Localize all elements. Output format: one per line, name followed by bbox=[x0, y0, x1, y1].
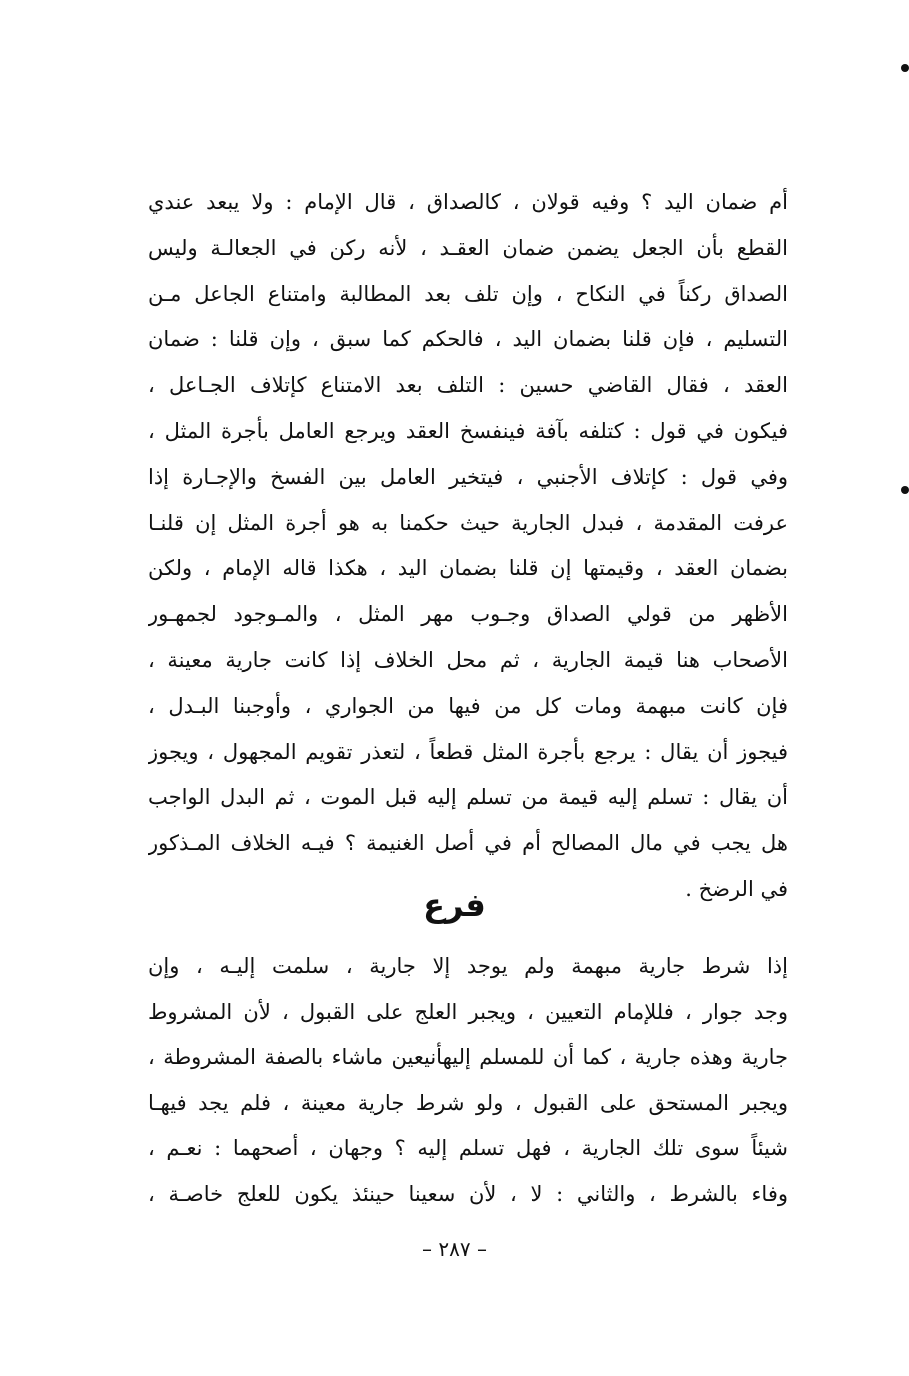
text-line: العقد ، فقال القاضي حسين : التلف بعد الامتناع كإتلاف الجـاعل ، bbox=[148, 373, 788, 398]
text-line: بضمان العقد ، وقيمتها إن قلنا بضمان اليد ، هكذا قاله الإمام ، ولكن bbox=[148, 556, 788, 581]
text-line: عرفت المقدمة ، فبدل الجارية حيث حكمنا به هو أجرة المثل إن قلنـا bbox=[148, 510, 788, 535]
text-line: وفي قول : كإتلاف الأجنبي ، فيتخير العامل بين الفسخ والإجـارة إذا bbox=[148, 464, 788, 489]
text-line: فإن كانت مبهمة ومات كل من فيها من الجواري ، وأوجبنا البـدل ، bbox=[148, 693, 788, 718]
page-number: – ٢٨٧ – bbox=[422, 1237, 487, 1261]
body-text-bottom bbox=[148, 944, 788, 1217]
text-line: أم ضمان اليد ؟ وفيه قولان ، كالصداق ، قال الإمام : ولا يبعد عندي bbox=[148, 190, 788, 214]
margin-dot-middle bbox=[901, 486, 909, 494]
text-line: أن يقال : تسلم إليه قيمة من تسلم إليه قبل الموت ، ثم البدل الواجب bbox=[148, 785, 788, 810]
section-heading: فرع bbox=[423, 886, 486, 924]
text-line: فيجوز أن يقال : يرجع بأجرة المثل قطعاً ، لتعذر تقويم المجهول ، ويجوز bbox=[148, 739, 788, 764]
text-line: التسليم ، فإن قلنا بضمان اليد ، فالحكم كما سبق ، وإن قلنا : ضمان bbox=[148, 327, 788, 352]
text-line: هل يجب في مال المصالح أم في أصل الغنيمة ؟ فيـه الخلاف المـذكور bbox=[148, 831, 788, 856]
text-line: في الرضخ . bbox=[685, 876, 788, 901]
margin-dot-top bbox=[901, 64, 909, 72]
text-line: إذا شرط جارية مبهمة ولم يوجد إلا جارية ، سلمت إليـه ، وإن bbox=[148, 954, 788, 978]
text-line: الأظهر من قولي الصداق وجـوب مهر المثل ، والمـوجود لجمهـور bbox=[148, 602, 788, 627]
text-line: وفاء بالشرط ، والثاني : لا ، لأن سعينا حينئذ يكون للعلج خاصـة ، bbox=[148, 1181, 788, 1206]
text-line: ويجبر المستحق على القبول ، ولو شرط جارية معينة ، فلم يجد فيهـا bbox=[148, 1090, 788, 1115]
text-line: وجد جوار ، فللإمام التعيين ، ويجبر العلج على القبول ، لأن المشروط bbox=[148, 999, 788, 1024]
text-line: فيكون في قول : كتلفه بآفة فينفسخ العقد ويرجع العامل بأجرة المثل ، bbox=[148, 418, 788, 443]
text-line: جارية وهذه جارية ، كما أن للمسلم إليهأنيعين ماشاء بالصفة المشروطة ، bbox=[148, 1045, 788, 1069]
text-line: الصداق ركناً في النكاح ، وإن تلف بعد المطالبة وامتناع الجاعل مـن bbox=[148, 281, 788, 306]
text-line: القطع بأن الجعل يضمن ضمان العقـد ، لأنه ركن في الجعالـة وليس bbox=[148, 235, 788, 260]
body-text-top bbox=[148, 180, 788, 913]
text-line: الأصحاب هنا قيمة الجارية ، ثم محل الخلاف إذا كانت جارية معينة ، bbox=[148, 647, 788, 672]
text-line: شيئاً سوى تلك الجارية ، فهل تسلم إليه ؟ وجهان ، أصحهما : نعـم ، bbox=[148, 1136, 788, 1160]
